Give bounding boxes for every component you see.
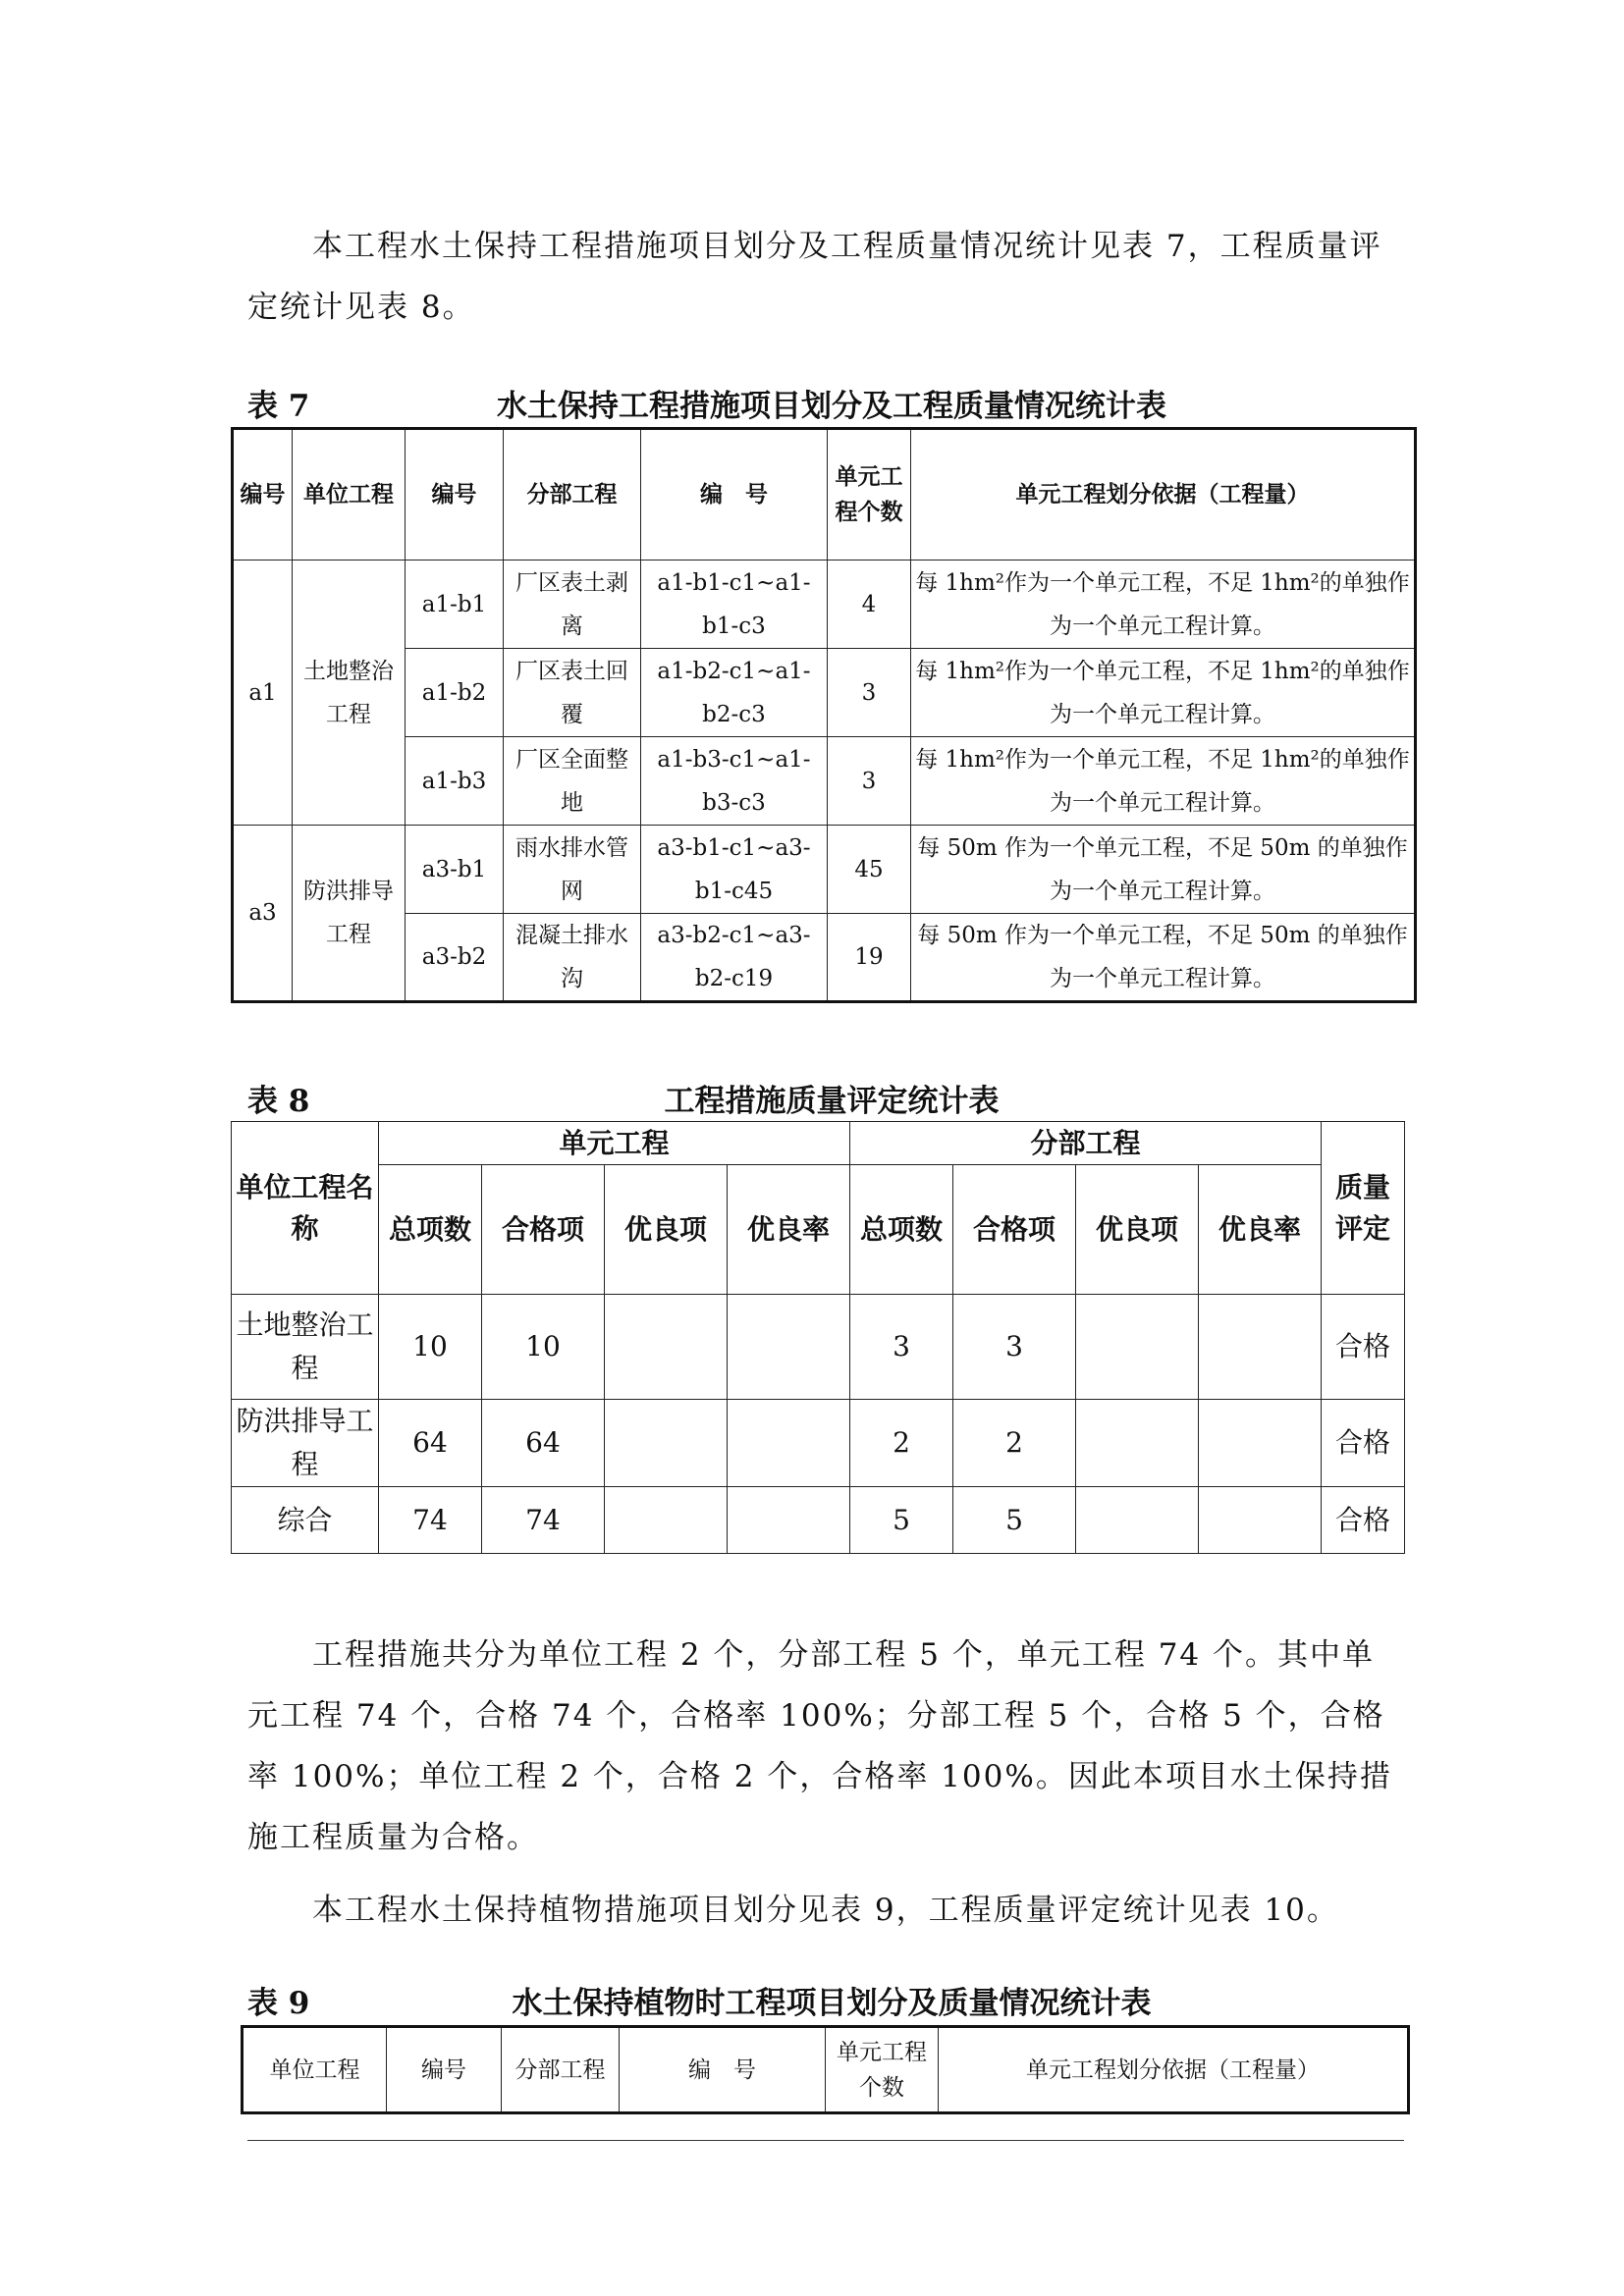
t8-part-total: 3 <box>850 1295 953 1400</box>
t9-head-code: 编号 <box>387 2027 502 2113</box>
table9-title: 水土保持植物时工程项目划分及质量情况统计表 <box>512 1986 1152 2021</box>
table7 <box>231 427 1417 1003</box>
t7-row-code: a3-b2 <box>406 914 504 1002</box>
t8-name: 土地整治工程 <box>232 1295 379 1400</box>
t7-row-range: a1-b2-c1~a1-b2-c3 <box>641 649 828 737</box>
t7-row-count: 45 <box>828 826 911 914</box>
t8-sub-head: 优良率 <box>1199 1165 1322 1295</box>
table-row <box>232 1400 1405 1487</box>
table-row <box>233 914 1416 1002</box>
t7-row-part: 厂区表土回覆 <box>504 649 641 737</box>
table-row <box>233 737 1416 826</box>
t8-quality: 合格 <box>1322 1487 1405 1554</box>
t9-head-unit: 单位工程 <box>243 2027 387 2113</box>
t8-part-pass: 5 <box>953 1487 1076 1554</box>
table7-caption <box>247 381 1416 424</box>
t7-row-basis: 每 1hm²作为一个单元工程，不足 1hm²的单独作为一个单元工程计算。 <box>911 649 1416 737</box>
table7-label: 表 7 <box>247 389 310 424</box>
t8-cell-good <box>605 1400 728 1487</box>
t7-row-basis: 每 1hm²作为一个单元工程，不足 1hm²的单独作为一个单元工程计算。 <box>911 561 1416 649</box>
t7-group-code: a3 <box>233 826 293 1002</box>
t8-part-rate <box>1199 1295 1322 1400</box>
t8-cell-total: 64 <box>379 1400 482 1487</box>
t8-cell-rate <box>728 1487 850 1554</box>
t7-row-part: 雨水排水管网 <box>504 826 641 914</box>
t7-row-basis: 每 50m 作为一个单元工程，不足 50m 的单独作为一个单元工程计算。 <box>911 914 1416 1002</box>
t8-cell-pass: 64 <box>482 1400 605 1487</box>
t9-head-part: 分部工程 <box>502 2027 620 2113</box>
t8-part-good <box>1076 1295 1199 1400</box>
t8-name: 防洪排导工程 <box>232 1400 379 1487</box>
table9 <box>241 2025 1410 2114</box>
t7-row-code: a3-b1 <box>406 826 504 914</box>
t8-part-rate <box>1199 1400 1322 1487</box>
t7-row-range: a3-b1-c1~a3-b1-c45 <box>641 826 828 914</box>
t7-group-unit: 土地整治工程 <box>293 561 406 826</box>
t8-part-pass: 3 <box>953 1295 1076 1400</box>
t7-group-code: a1 <box>233 561 293 826</box>
t8-head-quality: 质量评定 <box>1322 1122 1405 1295</box>
t7-row-part: 厂区表土剥离 <box>504 561 641 649</box>
t8-part-rate <box>1199 1487 1322 1554</box>
table8-caption <box>247 1076 1416 1119</box>
t7-head-basis: 单元工程划分依据（工程量） <box>911 429 1416 561</box>
t8-cell-good <box>605 1487 728 1554</box>
t8-sub-head: 优良项 <box>1076 1165 1199 1295</box>
t8-cell-rate <box>728 1295 850 1400</box>
t8-quality: 合格 <box>1322 1295 1405 1400</box>
table-row <box>233 561 1416 649</box>
t7-row-range: a3-b2-c1~a3-b2-c19 <box>641 914 828 1002</box>
t7-head-code2: 编号 <box>406 429 504 561</box>
t7-head-unit: 单位工程 <box>293 429 406 561</box>
intro-paragraph: 本工程水土保持工程措施项目划分及工程质量情况统计见表 7，工程质量评定统计见表 8。 <box>247 229 1382 325</box>
t7-head-count: 单元工程个数 <box>828 429 911 561</box>
t8-head-cell: 单元工程 <box>379 1122 850 1165</box>
t7-row-code: a1-b2 <box>406 649 504 737</box>
table-row <box>233 826 1416 914</box>
t8-cell-total: 10 <box>379 1295 482 1400</box>
t7-head-part: 分部工程 <box>504 429 641 561</box>
table-row <box>232 1487 1405 1554</box>
table-row <box>232 1295 1405 1400</box>
t8-head-part: 分部工程 <box>850 1122 1322 1165</box>
t7-row-code: a1-b1 <box>406 561 504 649</box>
table7-title: 水土保持工程措施项目划分及工程质量情况统计表 <box>497 389 1166 424</box>
t7-row-basis: 每 1hm²作为一个单元工程，不足 1hm²的单独作为一个单元工程计算。 <box>911 737 1416 826</box>
t8-sub-head: 合格项 <box>482 1165 605 1295</box>
t8-part-total: 2 <box>850 1400 953 1487</box>
t7-row-part: 混凝土排水沟 <box>504 914 641 1002</box>
t8-name: 综合 <box>232 1487 379 1554</box>
t8-cell-pass: 74 <box>482 1487 605 1554</box>
t7-row-count: 3 <box>828 737 911 826</box>
t8-sub-head: 合格项 <box>953 1165 1076 1295</box>
t8-part-total: 5 <box>850 1487 953 1554</box>
t7-row-part: 厂区全面整地 <box>504 737 641 826</box>
t8-cell-rate <box>728 1400 850 1487</box>
t7-row-basis: 每 50m 作为一个单元工程，不足 50m 的单独作为一个单元工程计算。 <box>911 826 1416 914</box>
t7-row-count: 3 <box>828 649 911 737</box>
t7-group-unit: 防洪排导工程 <box>293 826 406 1002</box>
table-row <box>233 649 1416 737</box>
t8-sub-head: 优良项 <box>605 1165 728 1295</box>
t8-head-unit: 单位工程名称 <box>232 1122 379 1295</box>
t7-row-count: 4 <box>828 561 911 649</box>
t8-sub-head: 总项数 <box>379 1165 482 1295</box>
t7-row-range: a1-b3-c1~a1-b3-c3 <box>641 737 828 826</box>
t8-sub-head: 总项数 <box>850 1165 953 1295</box>
t8-cell-pass: 10 <box>482 1295 605 1400</box>
t9-head-count: 单元工程个数 <box>826 2027 939 2113</box>
t7-head-code: 编号 <box>233 429 293 561</box>
t7-head-code3: 编 号 <box>641 429 828 561</box>
table8-label: 表 8 <box>247 1084 310 1119</box>
table8-title: 工程措施质量评定统计表 <box>664 1084 1000 1119</box>
t8-cell-good <box>605 1295 728 1400</box>
t8-part-good <box>1076 1487 1199 1554</box>
t8-quality: 合格 <box>1322 1400 1405 1487</box>
t8-part-pass: 2 <box>953 1400 1076 1487</box>
t8-cell-total: 74 <box>379 1487 482 1554</box>
page-bottom-rule <box>247 2140 1404 2141</box>
table8 <box>231 1121 1405 1554</box>
table9-caption <box>247 1978 1416 2021</box>
t9-head-basis: 单元工程划分依据（工程量） <box>939 2027 1409 2113</box>
table9-label: 表 9 <box>247 1986 310 2021</box>
plant-intro-paragraph: 本工程水土保持植物措施项目划分见表 9，工程质量评定统计见表 10。 <box>312 1893 1339 1928</box>
summary-paragraph: 工程措施共分为单位工程 2 个，分部工程 5 个，单元工程 74 个。其中单元工程 74 个，合格 74 个，合格率 100%；分部工程 5 个，合格 5 个，合格率 100%；单位工程 2 个，合格 2 个，合格率 100%。因此本项目水土保持措施工程质量为合格。 <box>247 1637 1392 1855</box>
t7-row-count: 19 <box>828 914 911 1002</box>
t8-part-good <box>1076 1400 1199 1487</box>
t7-row-code: a1-b3 <box>406 737 504 826</box>
t8-sub-head: 优良率 <box>728 1165 850 1295</box>
t9-head-code2: 编 号 <box>620 2027 826 2113</box>
t7-row-range: a1-b1-c1~a1-b1-c3 <box>641 561 828 649</box>
